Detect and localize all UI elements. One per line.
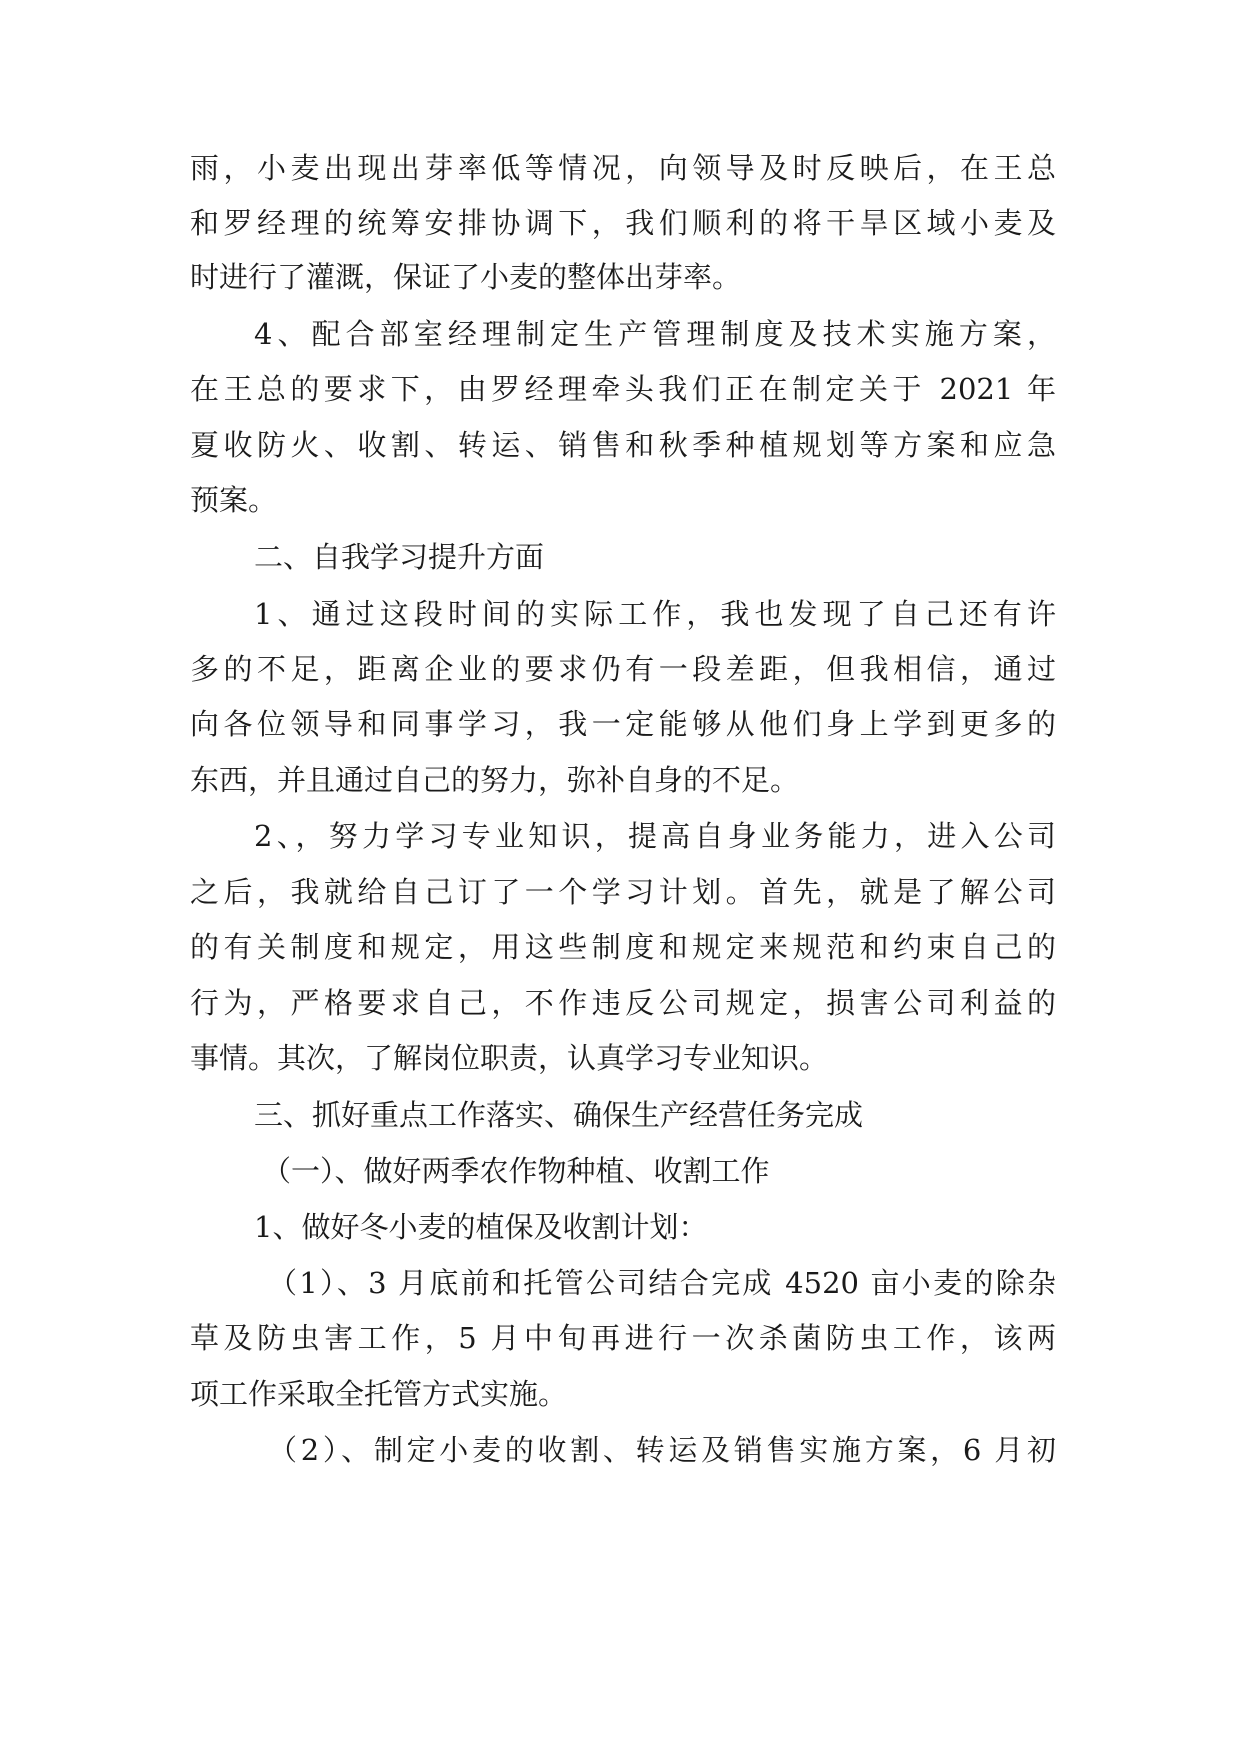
paragraph-line: （2）、制定小麦的收割、转运及销售实施方案，6 月初 bbox=[268, 1433, 1056, 1467]
paragraph-line: 4、配合部室经理制定生产管理制度及技术实施方案， bbox=[254, 317, 1056, 351]
paragraph-line: 时进行了灌溉，保证了小麦的整体出芽率。 bbox=[190, 260, 742, 294]
paragraph-line: 1、通过这段时间的实际工作，我也发现了自己还有许 bbox=[254, 597, 1056, 631]
paragraph-line: 项工作采取全托管方式实施。 bbox=[190, 1377, 568, 1411]
paragraph-line: 夏收防火、收割、转运、销售和秋季种植规划等方案和应急 bbox=[190, 428, 1056, 462]
paragraph-line: 在王总的要求下，由罗经理牵头我们正在制定关于 2021 年 bbox=[190, 372, 1056, 406]
paragraph-line: 雨，小麦出现出芽率低等情况，向领导及时反映后，在王总 bbox=[190, 151, 1056, 185]
paragraph-line: 事情。其次，了解岗位职责，认真学习专业知识。 bbox=[190, 1041, 829, 1075]
paragraph-line: 和罗经理的统筹安排协调下，我们顺利的将干旱区域小麦及 bbox=[190, 206, 1056, 240]
paragraph-line: 行为，严格要求自己，不作违反公司规定，损害公司利益的 bbox=[190, 986, 1056, 1020]
list-heading: 1、做好冬小麦的植保及收割计划： bbox=[254, 1210, 708, 1244]
paragraph-line: （1）、3 月底前和托管公司结合完成 4520 亩小麦的除杂 bbox=[268, 1266, 1056, 1300]
paragraph-line: 草及防虫害工作，5 月中旬再进行一次杀菌防虫工作，该两 bbox=[190, 1321, 1056, 1355]
paragraph-line: 东西，并且通过自己的努力，弥补自身的不足。 bbox=[190, 763, 800, 797]
paragraph-line: 之后，我就给自己订了一个学习计划。首先，就是了解公司 bbox=[190, 875, 1056, 909]
section-heading: 三、抓好重点工作落实、确保生产经营任务完成 bbox=[254, 1098, 864, 1132]
paragraph-line: 2、，努力学习专业知识，提高自身业务能力，进入公司 bbox=[254, 819, 1056, 853]
paragraph-line: 的有关制度和规定，用这些制度和规定来规范和约束自己的 bbox=[190, 930, 1056, 964]
paragraph-line: 多的不足，距离企业的要求仍有一段差距，但我相信，通过 bbox=[190, 652, 1056, 686]
paragraph-line: 预案。 bbox=[190, 483, 278, 517]
paragraph-line: 向各位领导和同事学习，我一定能够从他们身上学到更多的 bbox=[190, 707, 1056, 741]
section-heading: 二、自我学习提升方面 bbox=[254, 540, 545, 574]
subsection-heading: （一）、做好两季农作物种植、收割工作 bbox=[262, 1154, 770, 1188]
